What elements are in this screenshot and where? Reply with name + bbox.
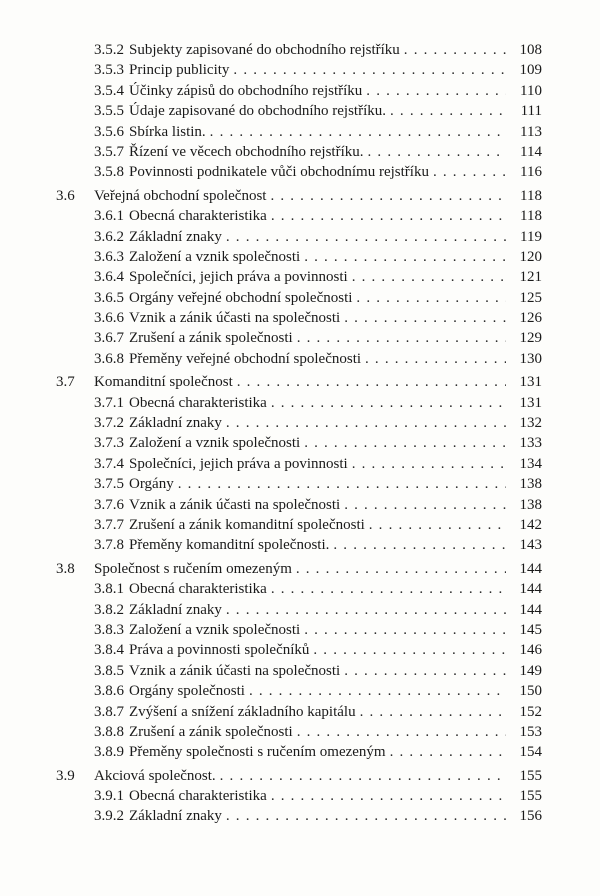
toc-entry-title: Přeměny veřejné obchodní společnosti [129, 350, 362, 367]
toc-entry [56, 640, 542, 660]
toc-entry-number: 3.6.7 [94, 330, 124, 347]
toc-entry-title: Orgány veřejné obchodní společnosti [129, 289, 353, 306]
toc-entry-number: 3.7.3 [94, 435, 124, 452]
toc-entry-number: 3.6.5 [94, 289, 124, 306]
toc-entry [56, 122, 542, 142]
toc-entry-number: 3.7.2 [94, 415, 124, 432]
toc-entry-page: 138 [519, 476, 542, 493]
toc-entry [56, 579, 542, 599]
toc-entry-title: Společníci, jejich práva a povinnosti [129, 455, 348, 472]
toc-entry-title: Společníci, jejich práva a povinnosti [129, 269, 348, 286]
toc-entry-title: Práva a povinnosti společníků [129, 642, 310, 659]
toc-entry-page: 129 [519, 330, 542, 347]
toc-entry-page: 109 [519, 62, 542, 79]
toc-entry-number: 3.8.5 [94, 662, 124, 679]
toc-entry-title: Povinnosti podnikatele vůči obchodnímu rejstříku [129, 164, 429, 181]
toc-entry-title: Zrušení a zánik společnosti [129, 723, 293, 740]
toc-leader-dots [333, 535, 506, 555]
toc-leader-dots [226, 600, 506, 620]
toc-entry-title: Základní znaky [129, 415, 222, 432]
toc-entry-number: 3.7.1 [94, 394, 124, 411]
toc-entry-number: 3.6.1 [94, 208, 124, 225]
toc-entry-page: 138 [519, 496, 542, 513]
toc-entry-page: 132 [519, 415, 542, 432]
toc-entry-page: 152 [519, 703, 542, 720]
toc-entry [56, 433, 542, 453]
toc-entry-number: 3.7.5 [94, 476, 124, 493]
toc-entry-page: 144 [519, 601, 542, 618]
toc-entry [56, 247, 542, 267]
toc-entry-page: 130 [519, 350, 542, 367]
toc-entry-number: 3.6.6 [94, 310, 124, 327]
toc-entry-page: 145 [519, 621, 542, 638]
toc-entry-title: Přeměny komanditní společnosti. [129, 537, 330, 554]
toc-entry [56, 559, 542, 579]
toc-leader-dots [433, 162, 506, 182]
toc-leader-dots [352, 454, 506, 474]
toc-entry-number: 3.5.3 [94, 62, 124, 79]
toc-entry-number: 3.7.6 [94, 496, 124, 513]
toc-leader-dots [313, 640, 506, 660]
toc-entry-page: 144 [519, 581, 542, 598]
toc-entry-title: Společnost s ručením omezeným [94, 560, 292, 577]
toc-entry-title: Základní znaky [129, 228, 222, 245]
toc-entry [56, 142, 542, 162]
toc-entry-page: 126 [519, 310, 542, 327]
toc-entry [56, 101, 542, 121]
toc-entry-page: 114 [520, 143, 542, 160]
toc-entry-number: 3.5.7 [94, 143, 124, 160]
toc-entry-title: Vznik a zánik účasti na společnosti [129, 662, 341, 679]
toc-entry-page: 118 [520, 187, 542, 204]
toc-entry-number: 3.8.6 [94, 683, 124, 700]
toc-entry-title: Obecná charakteristika [129, 394, 267, 411]
toc-leader-dots [365, 349, 506, 369]
toc-entry [56, 786, 542, 806]
toc-entry [56, 308, 542, 328]
toc-leader-dots [271, 206, 506, 226]
toc-entry-number: 3.5.2 [94, 42, 124, 58]
toc-entry-title: Vznik a zánik účasti na společnosti [129, 310, 341, 327]
toc-entry-title: Údaje zapisované do obchodního rejstříku. [129, 103, 387, 120]
toc-entry-page: 149 [519, 662, 542, 679]
toc-entry-number: 3.8.8 [94, 723, 124, 740]
toc-leader-dots [352, 267, 506, 287]
toc-entry-title: Přeměny společnosti s ručením omezeným [129, 744, 386, 761]
toc-entry-page: 146 [519, 642, 542, 659]
toc-entry [56, 681, 542, 701]
toc-entry [56, 267, 542, 287]
toc-entry-page: 121 [519, 269, 542, 286]
toc-entry-title: Založení a vznik společnosti [129, 435, 301, 452]
toc-entry [56, 186, 542, 206]
toc-entry [56, 495, 542, 515]
table-of-contents [56, 40, 542, 827]
toc-entry [56, 40, 542, 60]
toc-leader-dots [226, 806, 506, 826]
toc-entry-page: 110 [520, 82, 542, 99]
toc-entry-page: 125 [519, 289, 542, 306]
toc-entry-number: 3.6.4 [94, 269, 124, 286]
toc-entry-number: 3.7.7 [94, 516, 124, 533]
toc-leader-dots [210, 122, 506, 142]
toc-entry-page: 131 [519, 394, 542, 411]
toc-entry-number: 3.6.2 [94, 228, 124, 245]
toc-entry-title: Zrušení a zánik komanditní společnosti [129, 516, 365, 533]
toc-entry-number: 3.8.3 [94, 621, 124, 638]
toc-entry [56, 515, 542, 535]
toc-leader-dots [220, 766, 506, 786]
toc-leader-dots [271, 579, 506, 599]
toc-leader-dots [366, 81, 506, 101]
toc-leader-dots [304, 433, 506, 453]
toc-entry [56, 206, 542, 226]
toc-entry-title: Založení a vznik společnosti [129, 248, 301, 265]
toc-leader-dots [369, 515, 506, 535]
toc-leader-dots [344, 661, 506, 681]
toc-entry-page: 119 [520, 228, 542, 245]
toc-entry [56, 535, 542, 555]
toc-entry-page: 116 [520, 164, 542, 181]
toc-entry-number: 3.5.5 [94, 103, 124, 120]
toc-leader-dots [271, 786, 506, 806]
toc-entry-page: 154 [519, 744, 542, 761]
toc-entry-title: Sbírka listin. [129, 123, 206, 140]
toc-entry-page: 144 [519, 560, 542, 577]
toc-entry-title: Obecná charakteristika [129, 788, 267, 805]
toc-entry-title: Veřejná obchodní společnost [94, 187, 267, 204]
toc-entry-title: Účinky zápisů do obchodního rejstříku [129, 82, 363, 99]
toc-entry-title: Vznik a zánik účasti na společnosti [129, 496, 341, 513]
toc-entry-page: 131 [519, 374, 542, 391]
toc-entry-number: 3.8 [56, 560, 75, 577]
toc-entry-number: 3.5.6 [94, 123, 124, 140]
toc-leader-dots [178, 474, 506, 494]
toc-leader-dots [368, 142, 506, 162]
toc-entry [56, 81, 542, 101]
toc-entry-number: 3.6.3 [94, 248, 124, 265]
toc-leader-dots [296, 559, 506, 579]
toc-entry-number: 3.7 [56, 374, 75, 391]
toc-leader-dots [304, 620, 506, 640]
toc-leader-dots [344, 308, 506, 328]
toc-entry [56, 393, 542, 413]
toc-entry [56, 413, 542, 433]
toc-entry [56, 454, 542, 474]
toc-entry [56, 227, 542, 247]
toc-entry [56, 474, 542, 494]
toc-entry-title: Subjekty zapisované do obchodního rejstříku [129, 42, 400, 58]
toc-entry-number: 3.9.1 [94, 788, 124, 805]
toc-entry-title: Řízení ve věcech obchodního rejstříku. [129, 143, 364, 160]
toc-entry [56, 722, 542, 742]
toc-leader-dots [360, 702, 506, 722]
toc-entry-page: 108 [519, 42, 542, 58]
toc-leader-dots [390, 101, 506, 121]
toc-entry-title: Základní znaky [129, 601, 222, 618]
toc-entry-page: 155 [519, 788, 542, 805]
toc-entry-page: 150 [519, 683, 542, 700]
toc-entry [56, 661, 542, 681]
toc-entry-page: 153 [519, 723, 542, 740]
toc-entry-page: 155 [519, 767, 542, 784]
toc-leader-dots [270, 186, 506, 206]
toc-leader-dots [249, 681, 506, 701]
toc-entry [56, 766, 542, 786]
toc-leader-dots [404, 40, 506, 60]
toc-entry-title: Orgány [129, 476, 174, 493]
toc-entry-title: Orgány společnosti [129, 683, 245, 700]
toc-entry [56, 328, 542, 348]
toc-entry-title: Obecná charakteristika [129, 581, 267, 598]
toc-entry-number: 3.7.8 [94, 537, 124, 554]
toc-entry-number: 3.8.1 [94, 581, 124, 598]
toc-entry-title: Komanditní společnost [94, 374, 233, 391]
toc-entry-page: 120 [519, 248, 542, 265]
toc-leader-dots [390, 742, 506, 762]
toc-entry-page: 156 [519, 808, 542, 825]
toc-leader-dots [233, 60, 506, 80]
toc-entry-page: 113 [520, 123, 542, 140]
toc-entry [56, 372, 542, 392]
toc-entry-number: 3.5.4 [94, 82, 124, 99]
toc-entry-page: 143 [519, 537, 542, 554]
toc-entry-title: Základní znaky [129, 808, 222, 825]
toc-entry [56, 742, 542, 762]
toc-entry-number: 3.8.4 [94, 642, 124, 659]
toc-entry [56, 349, 542, 369]
toc-entry-number: 3.6.8 [94, 350, 124, 367]
toc-entry-title: Zrušení a zánik společnosti [129, 330, 293, 347]
toc-leader-dots [297, 328, 506, 348]
toc-entry-number: 3.5.8 [94, 164, 124, 181]
toc-leader-dots [304, 247, 506, 267]
toc-leader-dots [226, 413, 506, 433]
toc-entry-number: 3.9.2 [94, 808, 124, 825]
toc-entry [56, 806, 542, 826]
toc-entry-number: 3.8.7 [94, 703, 124, 720]
toc-entry-title: Zvýšení a snížení základního kapitálu [129, 703, 356, 720]
toc-entry [56, 620, 542, 640]
toc-entry-title: Akciová společnost. [94, 767, 216, 784]
toc-entry [56, 702, 542, 722]
toc-leader-dots [297, 722, 506, 742]
toc-entry-page: 111 [520, 103, 542, 120]
toc-entry-title: Princip publicity [129, 62, 230, 79]
toc-leader-dots [271, 393, 506, 413]
toc-entry-number: 3.8.9 [94, 744, 124, 761]
toc-entry [56, 162, 542, 182]
toc-leader-dots [356, 288, 506, 308]
toc-entry-number: 3.9 [56, 767, 75, 784]
toc-entry-title: Založení a vznik společnosti [129, 621, 301, 638]
toc-entry-page: 134 [519, 455, 542, 472]
toc-entry-page: 118 [520, 208, 542, 225]
toc-entry [56, 288, 542, 308]
toc-entry-title: Obecná charakteristika [129, 208, 267, 225]
toc-entry-page: 133 [519, 435, 542, 452]
toc-leader-dots [226, 227, 506, 247]
toc-entry-number: 3.7.4 [94, 455, 124, 472]
toc-entry [56, 60, 542, 80]
toc-entry-page: 142 [519, 516, 542, 533]
toc-leader-dots [344, 495, 506, 515]
toc-leader-dots [237, 372, 506, 392]
toc-entry-number: 3.8.2 [94, 601, 124, 618]
toc-entry-number: 3.6 [56, 187, 75, 204]
toc-entry [56, 600, 542, 620]
